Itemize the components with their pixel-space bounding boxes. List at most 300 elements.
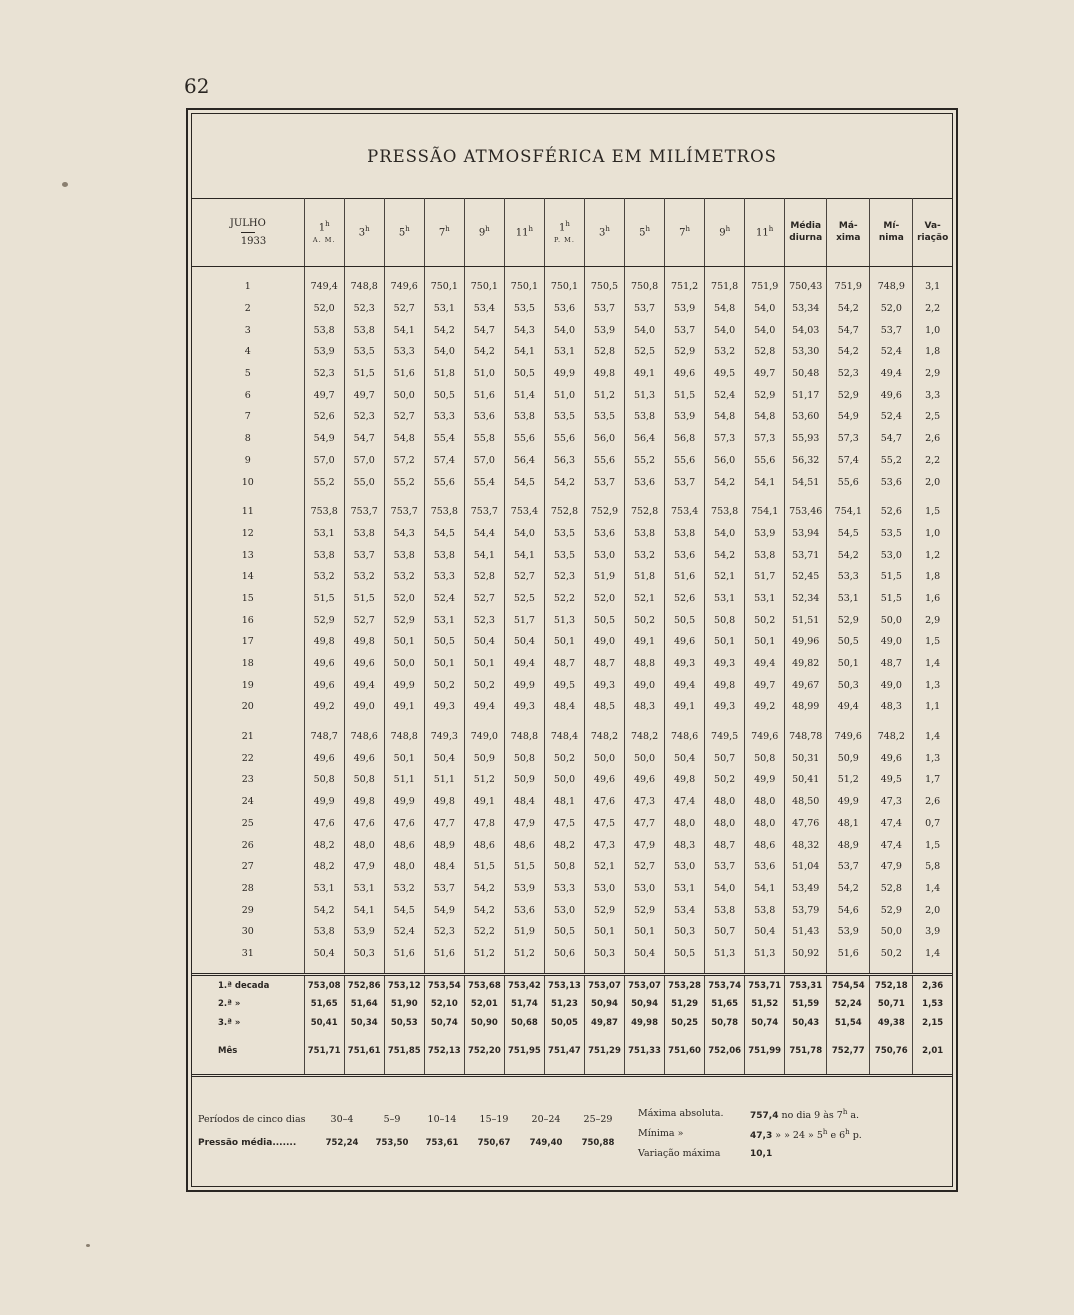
pressure-value: 752,86: [344, 975, 384, 995]
day-number: 14: [241, 571, 254, 583]
pressure-value: 49,0: [625, 674, 665, 696]
pressure-value: 1,5: [913, 834, 952, 856]
pressure-value: 48,0: [665, 813, 705, 835]
pressure-value: 49,6: [304, 674, 344, 696]
pressure-value: 54,3: [504, 319, 544, 341]
day-number: 15: [241, 592, 254, 604]
hour-mark: h: [725, 225, 731, 234]
pressure-value: 53,7: [665, 471, 705, 493]
day-row: [192, 791, 952, 813]
hour-mark: h: [645, 225, 650, 234]
gap-cell: [424, 493, 464, 501]
pressure-value: 51,5: [464, 856, 504, 878]
pressure-value: 53,5: [584, 406, 624, 428]
gap-cell: [785, 718, 827, 726]
day-row: [192, 566, 952, 588]
pressure-value: 49,8: [584, 363, 624, 385]
pressure-value: 54,8: [384, 428, 424, 450]
pressure-value: 754,54: [827, 975, 870, 995]
gap-cell: [504, 964, 544, 975]
pressure-value: 751,85: [384, 1032, 424, 1070]
pressure-value: 50,71: [870, 995, 913, 1014]
pressure-value: 53,9: [665, 298, 705, 320]
gap-cell: [665, 267, 705, 277]
pressure-value: 53,4: [464, 298, 504, 320]
pressure-value: 49,6: [665, 631, 705, 653]
day-row: [192, 747, 952, 769]
pressure-value: 48,0: [344, 834, 384, 856]
pressure-value: 57,3: [705, 428, 745, 450]
gap-cell: [785, 267, 827, 277]
pressure-value: 54,9: [304, 428, 344, 450]
pressure-value: 53,8: [625, 406, 665, 428]
header-hour: [745, 198, 785, 267]
pressure-value: 49,7: [344, 384, 384, 406]
gap-cell: [870, 718, 913, 726]
pressure-value: 52,7: [384, 298, 424, 320]
pressure-value: 751,33: [625, 1032, 665, 1070]
pressure-value: 49,9: [827, 791, 870, 813]
pressure-value: 48,7: [584, 653, 624, 675]
gap-cell: [504, 267, 544, 277]
pressure-value: 48,0: [745, 791, 785, 813]
pressure-value: 55,6: [544, 428, 584, 450]
pressure-value: 50,4: [625, 943, 665, 965]
header-hour-value: 7: [679, 227, 686, 239]
gap-cell: [584, 718, 624, 726]
maximum-variation: [638, 1148, 773, 1159]
pressure-value: 54,2: [827, 341, 870, 363]
pressure-value: 751,61: [344, 1032, 384, 1070]
gap-cell: [544, 1070, 584, 1076]
pressure-value: 1,0: [913, 319, 952, 341]
pressure-value: 54,9: [424, 899, 464, 921]
pressure-value: 47,3: [870, 791, 913, 813]
header-hour-value: 5: [639, 227, 646, 239]
pressure-value: 50,9: [464, 747, 504, 769]
pressure-value: 50,7: [705, 747, 745, 769]
gap-cell: [870, 1070, 913, 1076]
pressure-value: 48,0: [745, 813, 785, 835]
period-value: 25–29: [583, 1114, 613, 1125]
day-number: 25: [241, 817, 254, 829]
pressure-value: 51,5: [304, 588, 344, 610]
day-row: [192, 298, 952, 320]
pressure-value: 53,3: [424, 566, 464, 588]
gap-cell: [464, 718, 504, 726]
pressure-value: 752,8: [625, 501, 665, 523]
pressure-value: 47,5: [544, 813, 584, 835]
pressure-value: 54,1: [344, 899, 384, 921]
decade-row: [192, 995, 952, 1014]
pressure-value: 56,0: [705, 450, 745, 472]
gap-cell: [584, 267, 624, 277]
pressure-value: 748,6: [665, 726, 705, 748]
gap-cell: [304, 267, 344, 277]
pressure-value: 752,8: [544, 501, 584, 523]
pressure-value: 54,2: [705, 471, 745, 493]
gap-cell: [344, 718, 384, 726]
header-minima-line: nima: [878, 233, 904, 243]
pressure-value: 51,65: [705, 995, 745, 1014]
row-gap: [192, 493, 952, 501]
pressure-value: 52,9: [304, 609, 344, 631]
gap-cell: [913, 1070, 952, 1076]
gap-cell: [192, 964, 304, 975]
pressure-value: 54,4: [464, 523, 504, 545]
pressure-value: 52,5: [625, 341, 665, 363]
gap-cell: [384, 267, 424, 277]
row-gap: [192, 267, 952, 277]
pressure-value: 50,2: [544, 747, 584, 769]
pressure-value: 48,3: [665, 834, 705, 856]
header-hour: [504, 198, 544, 267]
gap-cell: [464, 1070, 504, 1076]
gap-cell: [304, 718, 344, 726]
pressure-value: 750,43: [785, 276, 827, 298]
pressure-value: 54,0: [504, 523, 544, 545]
gap-cell: [665, 718, 705, 726]
pressure-value: 53,1: [424, 298, 464, 320]
day-row: [192, 769, 952, 791]
pressure-value: 53,8: [424, 544, 464, 566]
day-number: 6: [244, 389, 251, 401]
pressure-value: 54,1: [504, 544, 544, 566]
pressure-value: 55,6: [424, 471, 464, 493]
pressure-value: 51,7: [745, 566, 785, 588]
pressure-value: 52,4: [424, 588, 464, 610]
gap-cell: [504, 718, 544, 726]
pressure-value: 753,46: [785, 501, 827, 523]
pressure-value: 52,01: [464, 995, 504, 1014]
pressure-value: 54,0: [705, 523, 745, 545]
pressure-value: 50,34: [344, 1013, 384, 1032]
pressure-mean-value: 750,67: [477, 1138, 511, 1148]
page-number: 62: [184, 74, 210, 98]
pressure-value: 54,03: [785, 319, 827, 341]
day-number: 23: [241, 774, 254, 786]
pressure-value: 753,8: [424, 501, 464, 523]
pressure-value: 47,6: [344, 813, 384, 835]
gap-cell: [192, 267, 304, 277]
pressure-value: 48,0: [384, 856, 424, 878]
pressure-value: 50,94: [584, 995, 624, 1014]
pressure-value: 50,5: [827, 631, 870, 653]
pressure-value: 50,48: [785, 363, 827, 385]
pressure-value: 748,9: [870, 276, 913, 298]
pressure-value: 49,38: [870, 1013, 913, 1032]
pressure-value: 51,5: [665, 384, 705, 406]
pressure-value: 1,7: [913, 769, 952, 791]
pressure-value: 54,2: [464, 899, 504, 921]
gap-cell: [913, 493, 952, 501]
day-row: [192, 523, 952, 545]
pressure-mean-label: Pressão média.......: [198, 1138, 297, 1148]
gap-cell: [665, 964, 705, 975]
pressure-value: 49,1: [665, 696, 705, 718]
hour-mark: h: [365, 225, 370, 234]
pressure-value: 53,1: [827, 588, 870, 610]
pressure-value: 48,0: [705, 791, 745, 813]
pressure-value: 54,2: [827, 298, 870, 320]
pressure-value: 47,4: [665, 791, 705, 813]
absolute-maximum-when: no dia 9 às 7: [781, 1110, 843, 1122]
pressure-value: 50,0: [544, 769, 584, 791]
gap-cell: [625, 1070, 665, 1076]
table-frame-inner: [191, 113, 953, 1187]
pressure-value: 753,4: [665, 501, 705, 523]
header-hour: [384, 198, 424, 267]
pressure-value: 48,7: [705, 834, 745, 856]
pressure-value: 748,8: [344, 276, 384, 298]
gap-cell: [625, 267, 665, 277]
gap-cell: [584, 1070, 624, 1076]
pressure-value: 49,7: [745, 674, 785, 696]
day-row: [192, 450, 952, 472]
pressure-value: 52,9: [745, 384, 785, 406]
pressure-value: 49,0: [344, 696, 384, 718]
pressure-value: 52,3: [464, 609, 504, 631]
day-row: [192, 813, 952, 835]
pressure-value: 53,8: [625, 523, 665, 545]
pressure-value: 55,2: [384, 471, 424, 493]
pressure-value: 49,67: [785, 674, 827, 696]
pressure-value: 50,2: [870, 943, 913, 965]
day-number: 8: [244, 433, 251, 445]
pressure-value: 53,2: [384, 566, 424, 588]
pressure-mean-value: 752,24: [325, 1138, 359, 1148]
gap-cell: [745, 267, 785, 277]
gap-cell: [827, 493, 870, 501]
pressure-value: 54,7: [870, 428, 913, 450]
pressure-value: 48,1: [827, 813, 870, 835]
pressure-value: 57,4: [424, 450, 464, 472]
pressure-value: 2,6: [913, 791, 952, 813]
pressure-value: 49,4: [504, 653, 544, 675]
pressure-value: 50,5: [424, 384, 464, 406]
header-hour: [625, 198, 665, 267]
pressure-value: 748,8: [504, 726, 544, 748]
pressure-value: 48,4: [424, 856, 464, 878]
pressure-value: 50,2: [625, 609, 665, 631]
pressure-value: 49,6: [584, 769, 624, 791]
pressure-value: 50,3: [827, 674, 870, 696]
pressure-value: 5,8: [913, 856, 952, 878]
pressure-value: 57,0: [344, 450, 384, 472]
day-number: 31: [241, 947, 254, 959]
pressure-value: 52,2: [464, 921, 504, 943]
pressure-value: 52,4: [705, 384, 745, 406]
day-row: [192, 384, 952, 406]
pressure-value: 49,6: [344, 747, 384, 769]
pressure-value: 48,8: [625, 653, 665, 675]
gap-cell: [384, 718, 424, 726]
pressure-value: 53,1: [705, 588, 745, 610]
pressure-value: 48,7: [544, 653, 584, 675]
pressure-value: 54,9: [827, 406, 870, 428]
pressure-value: 52,9: [827, 609, 870, 631]
pressure-value: 49,0: [584, 631, 624, 653]
pressure-value: 48,6: [504, 834, 544, 856]
pressure-value: 49,5: [705, 363, 745, 385]
pressure-value: 53,3: [544, 878, 584, 900]
pressure-value: 51,54: [827, 1013, 870, 1032]
pressure-value: 47,6: [584, 791, 624, 813]
pressure-value: 52,5: [504, 588, 544, 610]
pressure-value: 1,5: [913, 501, 952, 523]
day-number: 2: [244, 303, 251, 315]
gap-cell: [344, 493, 384, 501]
pressure-value: 54,6: [827, 899, 870, 921]
pressure-value: 51,3: [625, 384, 665, 406]
pressure-value: 53,1: [304, 878, 344, 900]
day-number: 1: [244, 281, 251, 293]
pressure-value: 49,3: [705, 696, 745, 718]
header-year: 1933: [241, 232, 255, 248]
pressure-value: 52,1: [625, 588, 665, 610]
pressure-table: [192, 198, 952, 1077]
table-title: PRESSÃO ATMOSFÉRICA EM MILÍMETROS: [192, 114, 952, 199]
pressure-value: 52,3: [344, 406, 384, 428]
pressure-value: 54,8: [705, 298, 745, 320]
pressure-value: 53,7: [584, 471, 624, 493]
pressure-value: 49,0: [870, 631, 913, 653]
gap-cell: [544, 493, 584, 501]
pressure-value: 53,8: [304, 544, 344, 566]
pressure-value: 2,5: [913, 406, 952, 428]
day-number: 30: [241, 926, 254, 938]
day-row: [192, 674, 952, 696]
pressure-value: 48,3: [870, 696, 913, 718]
pressure-value: 53,1: [424, 609, 464, 631]
pressure-value: 55,6: [584, 450, 624, 472]
pressure-value: 51,6: [384, 943, 424, 965]
pressure-value: 53,5: [544, 406, 584, 428]
pressure-value: 52,7: [625, 856, 665, 878]
pressure-value: 53,3: [424, 406, 464, 428]
pressure-value: 49,7: [745, 363, 785, 385]
pressure-value: 49,3: [705, 653, 745, 675]
pressure-value: 2,9: [913, 609, 952, 631]
pressure-value: 52,9: [584, 899, 624, 921]
pressure-value: 1,4: [913, 653, 952, 675]
pressure-value: 51,23: [544, 995, 584, 1014]
pressure-value: 51,04: [785, 856, 827, 878]
pressure-value: 52,8: [870, 878, 913, 900]
pressure-value: 49,9: [544, 363, 584, 385]
absolute-maximum: Máxima absoluta. 757,4 no dia 9 às 7$^h$ a.: [638, 1108, 860, 1122]
day-number: 12: [241, 527, 254, 539]
pressure-value: 51,90: [384, 995, 424, 1014]
pressure-value: 48,7: [870, 653, 913, 675]
pressure-value: 3,9: [913, 921, 952, 943]
pressure-value: 50,4: [665, 747, 705, 769]
pressure-value: 748,2: [625, 726, 665, 748]
pressure-value: 52,7: [344, 609, 384, 631]
pressure-value: 50,8: [705, 609, 745, 631]
pressure-value: 52,8: [584, 341, 624, 363]
pressure-value: 52,7: [384, 406, 424, 428]
pressure-value: 48,50: [785, 791, 827, 813]
header-month-name: JULHO: [229, 217, 266, 229]
pressure-value: 53,5: [544, 544, 584, 566]
gap-cell: [424, 267, 464, 277]
pressure-value: 51,5: [344, 588, 384, 610]
pressure-value: 748,78: [785, 726, 827, 748]
pressure-mean-value: 749,40: [529, 1138, 563, 1148]
pressure-value: 50,8: [304, 769, 344, 791]
day-row: [192, 653, 952, 675]
pressure-value: 53,2: [304, 566, 344, 588]
pressure-value: 1,8: [913, 566, 952, 588]
pressure-value: 753,7: [344, 501, 384, 523]
pressure-value: 53,7: [870, 319, 913, 341]
pressure-value: 53,9: [504, 878, 544, 900]
pressure-value: 53,9: [665, 406, 705, 428]
pressure-value: 50,31: [785, 747, 827, 769]
gap-cell: [192, 1070, 304, 1076]
header-hour: [424, 198, 464, 267]
pressure-value: 54,2: [544, 471, 584, 493]
gap-cell: [424, 1070, 464, 1076]
pressure-value: 53,1: [344, 878, 384, 900]
pressure-value: 50,5: [424, 631, 464, 653]
header-hour: [665, 198, 705, 267]
pressure-value: 51,52: [745, 995, 785, 1014]
table-frame: [186, 108, 958, 1192]
day-row: [192, 943, 952, 965]
pressure-value: 753,07: [584, 975, 624, 995]
pressure-value: 49,3: [584, 674, 624, 696]
gap-cell: [384, 964, 424, 975]
pressure-value: 749,0: [464, 726, 504, 748]
pressure-value: 49,8: [344, 631, 384, 653]
pressure-value: 53,8: [344, 523, 384, 545]
pressure-value: 2,2: [913, 450, 952, 472]
pressure-value: 750,1: [464, 276, 504, 298]
day-row: [192, 609, 952, 631]
pressure-value: 57,3: [827, 428, 870, 450]
pressure-value: 49,4: [464, 696, 504, 718]
header-hour: [584, 198, 624, 267]
pressure-value: 52,9: [384, 609, 424, 631]
day-number: 4: [244, 346, 251, 358]
pressure-value: 52,34: [785, 588, 827, 610]
pressure-value: 1,53: [913, 995, 952, 1014]
pressure-value: 51,6: [827, 943, 870, 965]
pressure-value: 49,1: [625, 631, 665, 653]
pressure-value: 53,3: [827, 566, 870, 588]
pressure-value: 48,2: [304, 856, 344, 878]
pressure-value: 50,4: [464, 631, 504, 653]
pressure-value: 50,8: [745, 747, 785, 769]
pressure-value: 56,0: [584, 428, 624, 450]
gap-cell: [913, 718, 952, 726]
pressure-value: 49,82: [785, 653, 827, 675]
pressure-value: 54,0: [625, 319, 665, 341]
maximum-variation-label: Variação máxima: [638, 1148, 721, 1159]
summary-label: 1.ª decada: [192, 975, 304, 995]
gap-cell: [304, 964, 344, 975]
pressure-value: 48,1: [544, 791, 584, 813]
pressure-value: 49,1: [625, 363, 665, 385]
pressure-value: 751,60: [665, 1032, 705, 1070]
pressure-value: 1,1: [913, 696, 952, 718]
pressure-value: 2,0: [913, 471, 952, 493]
pressure-value: 54,2: [424, 319, 464, 341]
pressure-value: 752,77: [827, 1032, 870, 1070]
pressure-value: 752,18: [870, 975, 913, 995]
